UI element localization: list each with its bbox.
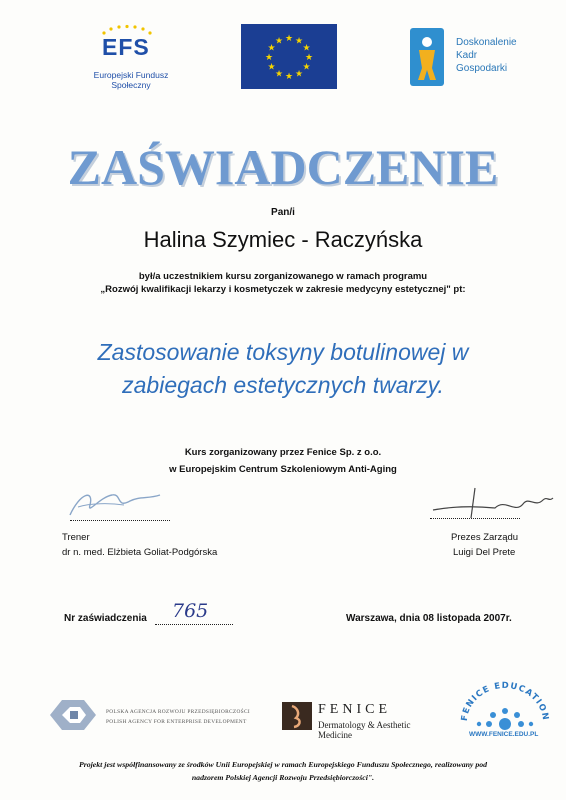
- svg-text:★: ★: [284, 34, 294, 44]
- svg-text:★: ★: [267, 62, 276, 73]
- svg-text:★: ★: [264, 53, 274, 63]
- trainer-signature-line: [70, 520, 170, 521]
- course-title: [20, 336, 546, 402]
- footer-note: [60, 758, 506, 784]
- efs-caption: Europejski Fundusz Społeczny: [93, 70, 169, 90]
- certificate-number-line: [155, 624, 233, 625]
- trainer-name: dr n. med. Elżbieta Goliat-Podgórska: [62, 547, 218, 558]
- fenice-education-logo: [455, 680, 555, 746]
- intro-line-2: „Rozwój kwalifikacji lekarzy i kosmetyczek w zakresie medycyny estetycznej" pt:: [100, 284, 466, 295]
- fenice-logo: [282, 700, 432, 740]
- svg-text:★: ★: [304, 53, 314, 63]
- dkg-logo: [410, 28, 560, 88]
- eu-flag-icon: [241, 24, 337, 89]
- trainer-signature-icon: [60, 487, 170, 523]
- intro-line-1: był/a uczestnikiem kursu zorganizowanego w ramach programu: [138, 271, 428, 282]
- fenice-tagline: Dermatology & Aesthetic Medicine: [318, 720, 411, 740]
- organizer-text: [0, 444, 566, 478]
- certificate-number-label: Nr zaświadczenia: [64, 613, 147, 624]
- footer-line-1: Projekt jest współfinansowany ze środków Unii Europejskiej w ramach Europejskiego Funduszu Społecznego, realizowany pod: [78, 760, 488, 769]
- organizer-line-2: w Europejskim Centrum Szkoleniowym Anti-Aging: [169, 464, 397, 475]
- footer-line-2: nadzorem Polskiej Agencji Rozwoju Przedsiębiorczości".: [191, 773, 375, 782]
- intro-text: [0, 270, 566, 296]
- svg-text:★: ★: [274, 36, 284, 47]
- salutation: Pan/i: [271, 207, 295, 218]
- trainer-role: Trener: [62, 532, 90, 543]
- fenice-education-text: FENICE EDUCATION: [459, 680, 551, 722]
- efs-logo: [76, 24, 186, 90]
- svg-text:★: ★: [274, 69, 284, 80]
- svg-text:★: ★: [294, 36, 304, 47]
- fenice-education-sun-icon: [455, 680, 555, 730]
- president-signature-line: [430, 518, 520, 519]
- fenice-education-url: WWW.FENICE.EDU.PL: [469, 731, 539, 738]
- svg-text:★: ★: [302, 62, 311, 73]
- eu-stars-icon: [241, 24, 337, 89]
- organizer-line-1: Kurs zorganizowany przez Fenice Sp. z o.o.: [184, 447, 382, 458]
- president-role: Prezes Zarządu: [451, 532, 519, 543]
- svg-text:★: ★: [294, 69, 304, 80]
- dkg-figure-icon: [410, 28, 444, 86]
- svg-text:★: ★: [267, 43, 276, 54]
- certificate-number-value: 765: [172, 600, 209, 622]
- fenice-mark-icon: [282, 702, 312, 730]
- svg-text:FENICE EDUCATION: [460, 681, 550, 722]
- dkg-line-1: Doskonalenie: [456, 37, 517, 48]
- parp-line-2: POLISH AGENCY FOR ENTERPRISE DEVELOPMENT: [106, 719, 247, 725]
- course-title-line-1: Zastosowanie toksyny botulinowej w: [97, 339, 469, 365]
- svg-text:★: ★: [302, 43, 311, 54]
- certificate-title: ZAŚWIADCZENIE: [67, 139, 499, 195]
- recipient-name: Halina Szymiec - Raczyńska: [143, 227, 423, 252]
- fenice-wordmark: FENICE: [318, 702, 391, 717]
- dkg-text: [456, 36, 556, 75]
- parp-line-1: POLSKA AGENCJA ROZWOJU PRZEDSIĘBIORCZOŚCI: [106, 709, 250, 715]
- president-signature-icon: [425, 484, 555, 522]
- efs-wordmark: EFS: [102, 34, 150, 60]
- course-title-line-2: zabiegach estetycznych twarzy.: [122, 372, 444, 398]
- parp-text: [106, 707, 250, 727]
- dkg-line-3: Gospodarki: [456, 63, 508, 74]
- parp-logo-icon: [46, 692, 100, 738]
- place-and-date: Warszawa, dnia 08 listopada 2007r.: [346, 613, 512, 624]
- president-name: Luigi Del Prete: [453, 547, 516, 558]
- svg-text:★: ★: [284, 72, 294, 82]
- dkg-line-2: Kadr: [456, 50, 478, 61]
